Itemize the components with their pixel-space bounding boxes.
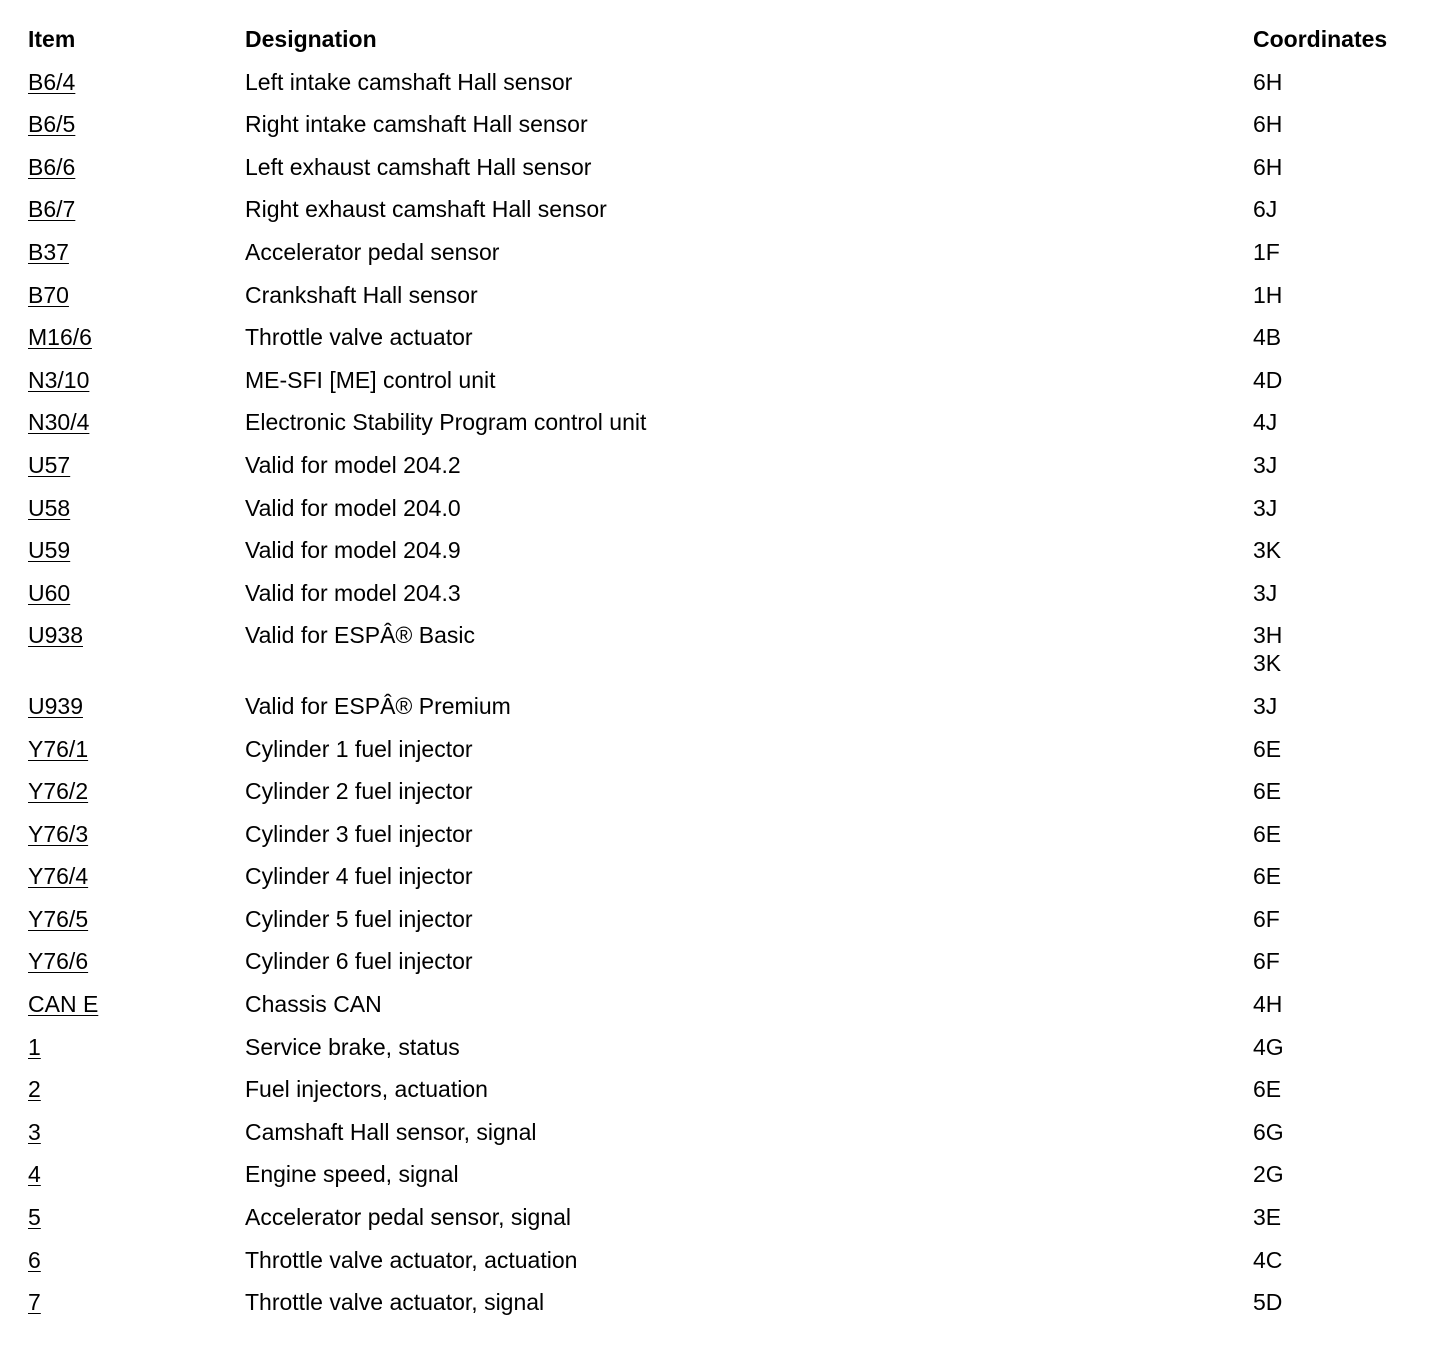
header-coordinates: Coordinates xyxy=(1253,26,1388,52)
item-link[interactable]: U938 xyxy=(28,622,83,649)
coordinates-cell xyxy=(1253,1075,1440,1103)
designation-cell: Accelerator pedal sensor, signal xyxy=(245,1204,572,1231)
item-cell xyxy=(28,777,245,805)
table-row xyxy=(28,692,1440,735)
designation-cell: Valid for ESPÂ® Premium xyxy=(245,692,511,719)
item-cell xyxy=(28,408,245,436)
item-link[interactable]: B6/6 xyxy=(28,153,76,180)
table-row xyxy=(28,536,1440,579)
coordinates-cell xyxy=(1253,238,1440,266)
item-link[interactable]: M16/6 xyxy=(28,324,92,351)
coordinates-cell xyxy=(1253,905,1440,933)
designation-cell: Service brake, status xyxy=(245,1033,460,1060)
item-cell xyxy=(28,238,245,266)
designation-cell: Valid for model 204.9 xyxy=(245,537,461,564)
item-cell xyxy=(28,68,245,96)
table-row xyxy=(28,68,1440,111)
coordinate-value: 6E xyxy=(1253,1076,1282,1103)
item-cell xyxy=(28,735,245,763)
item-cell xyxy=(28,579,245,607)
item-link[interactable]: Y76/4 xyxy=(28,863,89,890)
item-cell xyxy=(28,947,245,975)
item-link[interactable]: U59 xyxy=(28,537,71,564)
coordinate-value: 3J xyxy=(1253,579,1278,606)
table-row xyxy=(28,862,1440,905)
table-row xyxy=(28,621,1440,692)
coordinate-value: 4C xyxy=(1253,1246,1283,1273)
item-link[interactable]: 4 xyxy=(28,1161,41,1188)
item-link[interactable]: B6/7 xyxy=(28,196,76,223)
designation-cell: Cylinder 2 fuel injector xyxy=(245,778,473,805)
coordinates-cell xyxy=(1253,1033,1440,1061)
coordinates-cell xyxy=(1253,1118,1440,1146)
coordinates-cell xyxy=(1253,195,1440,223)
coordinates-cell xyxy=(1253,820,1440,848)
table-row xyxy=(28,408,1440,451)
item-link[interactable]: B37 xyxy=(28,238,69,265)
table-row xyxy=(28,323,1440,366)
designation-cell: Left intake camshaft Hall sensor xyxy=(245,68,573,95)
item-link[interactable]: U57 xyxy=(28,451,71,478)
coordinates-cell xyxy=(1253,1160,1440,1188)
item-link[interactable]: U58 xyxy=(28,494,71,521)
item-link[interactable]: 6 xyxy=(28,1246,41,1273)
coordinate-value: 3J xyxy=(1253,451,1278,478)
designation-cell: Engine speed, signal xyxy=(245,1161,459,1188)
table-row xyxy=(28,110,1440,153)
coordinates-cell xyxy=(1253,408,1440,436)
table-row xyxy=(28,238,1440,281)
coordinate-value: 6E xyxy=(1253,820,1282,847)
item-cell xyxy=(28,451,245,479)
table-row xyxy=(28,195,1440,238)
coordinate-value: 6F xyxy=(1253,905,1280,932)
table-row xyxy=(28,1033,1440,1076)
designation-cell: Right exhaust camshaft Hall sensor xyxy=(245,196,607,223)
header-item: Item xyxy=(28,26,76,52)
designation-cell: ME-SFI [ME] control unit xyxy=(245,366,496,393)
item-link[interactable]: 3 xyxy=(28,1118,41,1145)
designation-cell: Valid for model 204.2 xyxy=(245,451,461,478)
table-row xyxy=(28,735,1440,778)
coordinate-value: 6E xyxy=(1253,778,1282,805)
coordinate-value: 4H xyxy=(1253,991,1283,1018)
designation-cell: Crankshaft Hall sensor xyxy=(245,281,478,308)
item-link[interactable]: Y76/1 xyxy=(28,735,89,762)
table-row xyxy=(28,820,1440,863)
coordinates-cell xyxy=(1253,735,1440,763)
table-row xyxy=(28,1160,1440,1203)
item-link[interactable]: N3/10 xyxy=(28,366,90,393)
coordinates-cell xyxy=(1253,366,1440,394)
item-cell xyxy=(28,692,245,720)
item-link[interactable]: CAN E xyxy=(28,991,99,1018)
item-cell xyxy=(28,494,245,522)
coordinate-value: 4D xyxy=(1253,366,1283,393)
item-cell xyxy=(28,536,245,564)
designation-cell: Valid for model 204.0 xyxy=(245,494,461,521)
item-link[interactable]: 1 xyxy=(28,1033,41,1060)
item-link[interactable]: B6/4 xyxy=(28,68,76,95)
table-row xyxy=(28,579,1440,622)
designation-cell: Electronic Stability Program control unit xyxy=(245,409,647,436)
table-row xyxy=(28,1118,1440,1161)
item-cell xyxy=(28,905,245,933)
coordinates-cell xyxy=(1253,153,1440,181)
coordinate-value: 3J xyxy=(1253,692,1278,719)
item-cell xyxy=(28,281,245,309)
coordinate-value: 6E xyxy=(1253,735,1282,762)
item-cell xyxy=(28,1075,245,1103)
coordinates-cell xyxy=(1253,862,1440,890)
table-row xyxy=(28,777,1440,820)
coordinates-cell xyxy=(1253,990,1440,1018)
table-row xyxy=(28,153,1440,196)
coordinates-cell xyxy=(1253,281,1440,309)
item-cell xyxy=(28,820,245,848)
coordinates-cell xyxy=(1253,579,1440,607)
item-cell xyxy=(28,862,245,890)
coordinate-value: 6G xyxy=(1253,1118,1284,1145)
coordinates-cell xyxy=(1253,536,1440,564)
coordinate-value: 4B xyxy=(1253,324,1282,351)
table-row xyxy=(28,451,1440,494)
item-link[interactable]: 5 xyxy=(28,1204,41,1231)
item-link[interactable]: B6/5 xyxy=(28,111,76,138)
coordinates-cell xyxy=(1253,68,1440,96)
coordinate-value: 6F xyxy=(1253,948,1280,975)
table-header-row xyxy=(28,25,1440,68)
table-row xyxy=(28,1203,1440,1246)
item-cell xyxy=(28,323,245,351)
item-cell xyxy=(28,366,245,394)
designation-cell: Fuel injectors, actuation xyxy=(245,1076,488,1103)
item-cell xyxy=(28,110,245,138)
coordinate-value: 3J xyxy=(1253,494,1278,521)
coordinates-cell xyxy=(1253,947,1440,975)
table-row xyxy=(28,281,1440,324)
coordinate-value: 3E xyxy=(1253,1204,1282,1231)
coordinate-value: 6J xyxy=(1253,196,1278,223)
table-row xyxy=(28,947,1440,990)
table-row xyxy=(28,1075,1440,1118)
designation-cell: Cylinder 3 fuel injector xyxy=(245,820,473,847)
coordinate-value: 1F xyxy=(1253,238,1280,265)
designation-cell: Cylinder 6 fuel injector xyxy=(245,948,473,975)
item-link[interactable]: Y76/3 xyxy=(28,820,89,847)
coordinate-value: 4J xyxy=(1253,409,1278,436)
designation-cell: Throttle valve actuator xyxy=(245,324,473,351)
designation-cell: Right intake camshaft Hall sensor xyxy=(245,111,588,138)
item-link[interactable]: U939 xyxy=(28,692,83,719)
designation-cell: Throttle valve actuator, actuation xyxy=(245,1246,578,1273)
designation-cell: Chassis CAN xyxy=(245,991,382,1018)
coordinate-value: 6E xyxy=(1253,863,1282,890)
coordinate-value: 3H xyxy=(1253,622,1283,649)
coordinates-cell xyxy=(1253,494,1440,522)
item-link[interactable]: 2 xyxy=(28,1076,41,1103)
item-cell xyxy=(28,1160,245,1188)
coordinate-value: 2G xyxy=(1253,1161,1284,1188)
coordinates-cell xyxy=(1253,1203,1440,1231)
coordinates-cell xyxy=(1253,1288,1440,1316)
designation-cell: Valid for model 204.3 xyxy=(245,579,461,606)
coordinate-value: 5D xyxy=(1253,1289,1283,1316)
coordinates-cell xyxy=(1253,692,1440,720)
item-cell xyxy=(28,1033,245,1061)
coordinate-value: 4G xyxy=(1253,1033,1284,1060)
table-body xyxy=(28,68,1440,1331)
coordinate-value: 6H xyxy=(1253,111,1283,138)
table-row xyxy=(28,1288,1440,1331)
coordinate-value: 3K xyxy=(1253,537,1282,564)
item-cell xyxy=(28,1246,245,1274)
designation-cell: Cylinder 5 fuel injector xyxy=(245,905,473,932)
coordinate-value: 3K xyxy=(1253,650,1282,677)
designation-cell: Cylinder 1 fuel injector xyxy=(245,735,473,762)
item-link[interactable]: N30/4 xyxy=(28,409,90,436)
designation-cell: Camshaft Hall sensor, signal xyxy=(245,1118,537,1145)
table-row xyxy=(28,366,1440,409)
item-cell xyxy=(28,990,245,1018)
coordinates-cell xyxy=(1253,451,1440,479)
designation-cell: Throttle valve actuator, signal xyxy=(245,1289,545,1316)
table-row xyxy=(28,905,1440,948)
coordinate-value: 6H xyxy=(1253,153,1283,180)
item-cell xyxy=(28,1288,245,1316)
header-designation: Designation xyxy=(245,26,377,52)
item-link[interactable]: Y76/5 xyxy=(28,905,89,932)
designation-cell: Left exhaust camshaft Hall sensor xyxy=(245,153,592,180)
item-link[interactable]: Y76/2 xyxy=(28,778,89,805)
item-cell xyxy=(28,1203,245,1231)
table-row xyxy=(28,494,1440,537)
item-cell xyxy=(28,195,245,223)
item-link[interactable]: U60 xyxy=(28,579,71,606)
item-link[interactable]: 7 xyxy=(28,1289,41,1316)
coordinates-cell xyxy=(1253,1246,1440,1274)
item-cell xyxy=(28,621,245,649)
item-cell xyxy=(28,153,245,181)
designation-cell: Cylinder 4 fuel injector xyxy=(245,863,473,890)
item-link[interactable]: Y76/6 xyxy=(28,948,89,975)
coordinate-value: 6H xyxy=(1253,68,1283,95)
coordinates-cell xyxy=(1253,777,1440,805)
item-cell xyxy=(28,1118,245,1146)
coordinates-cell xyxy=(1253,110,1440,138)
coordinates-cell xyxy=(1253,621,1440,677)
item-link[interactable]: B70 xyxy=(28,281,69,308)
table-row xyxy=(28,1246,1440,1289)
table-row xyxy=(28,990,1440,1033)
coordinates-cell xyxy=(1253,323,1440,351)
designation-cell: Valid for ESPÂ® Basic xyxy=(245,622,475,649)
coordinate-value: 1H xyxy=(1253,281,1283,308)
designation-cell: Accelerator pedal sensor xyxy=(245,238,500,265)
